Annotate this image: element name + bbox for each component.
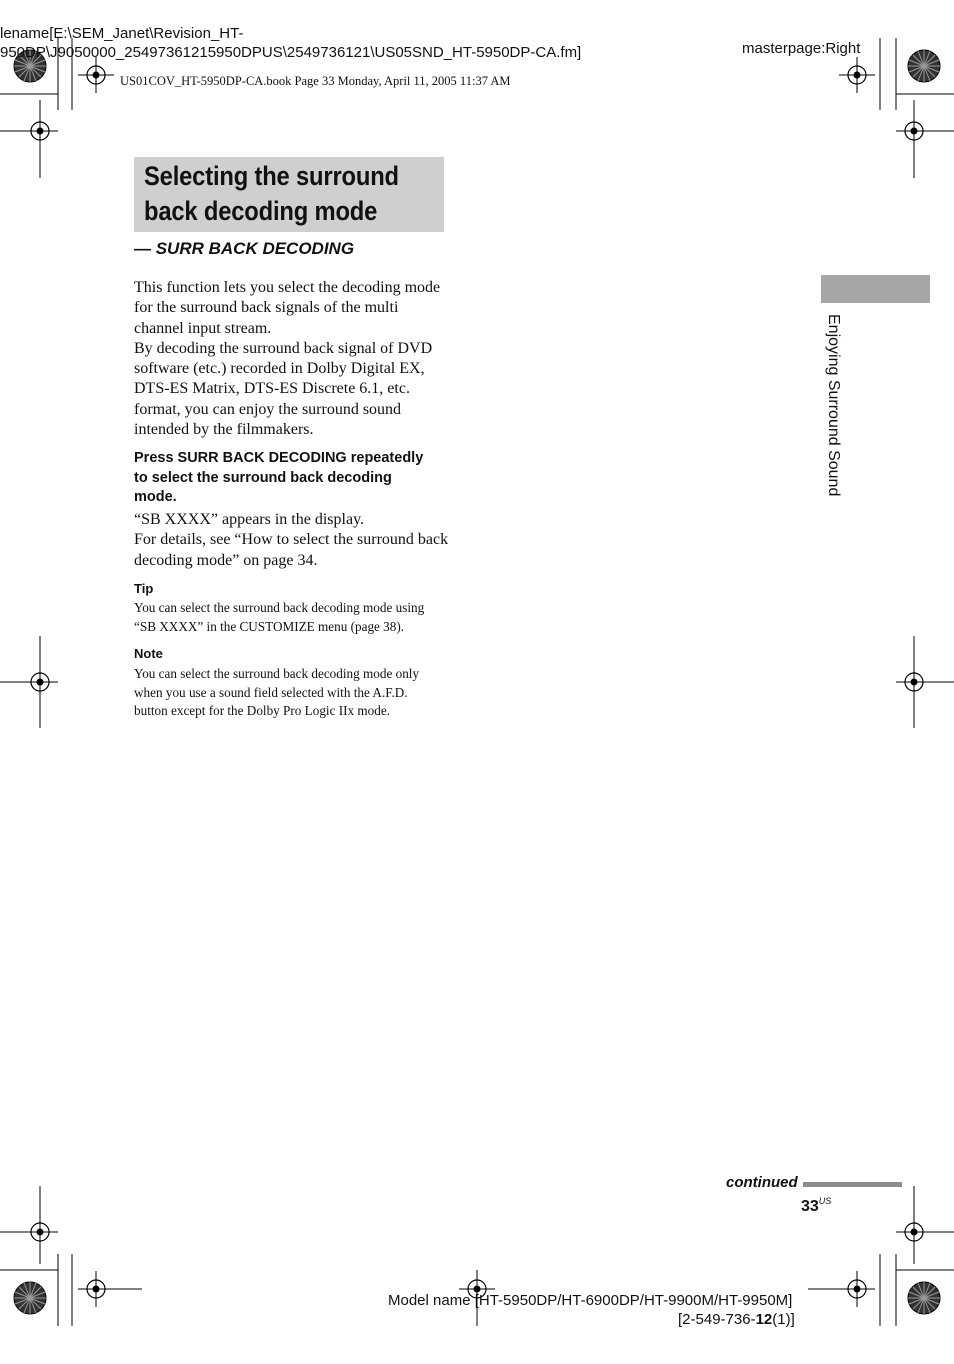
text-line: Press SURR BACK DECODING repeatedly	[134, 450, 424, 466]
text-line: DTS-ES Matrix, DTS-ES Discrete 6.1, etc.	[134, 380, 410, 398]
section-subtitle: — SURR BACK DECODING	[134, 239, 355, 258]
text-line: mode.	[134, 489, 177, 505]
text-line: This function lets you select the decoding mode	[134, 279, 441, 296]
text-line: intended by the filmmakers.	[134, 421, 314, 439]
model-name: Model name [HT-5950DP/HT-6900DP/HT-9900M/HT-9950M]	[388, 1292, 793, 1309]
part-number-prefix: [2-549-736-	[678, 1311, 756, 1328]
text-line: format, you can enjoy the surround sound	[134, 400, 402, 418]
text-line: to select the surround back decoding	[134, 469, 392, 486]
intro-paragraph	[134, 278, 449, 440]
step-instruction	[134, 449, 449, 508]
step-result	[134, 510, 449, 571]
text-line: “SB XXXX” in the CUSTOMIZE menu (page 38).	[134, 618, 405, 634]
section-title-line-1: Selecting the surround	[144, 161, 399, 191]
text-line: You can select the surround back decoding mode only	[134, 666, 420, 681]
text-line: channel input stream.	[134, 319, 272, 337]
text-line: “SB XXXX” appears in the display.	[134, 511, 365, 528]
section-title-line-2: back decoding mode	[144, 196, 378, 226]
tip-heading: Tip	[134, 581, 154, 596]
filename-line-1: lename[E:\SEM_Janet\Revision_HT-	[0, 25, 244, 42]
filename-line-2: 950DP\J9050000_25497361215950DPUS\2549736121\US05SND_HT-5950DP-CA.fm]	[0, 44, 582, 61]
section-title	[144, 159, 408, 229]
book-info: US01COV_HT-5950DP-CA.book Page 33 Monday, April 11, 2005 11:37 AM	[120, 74, 511, 88]
continued-bar	[803, 1182, 902, 1187]
note-heading: Note	[134, 646, 163, 661]
text-line: For details, see “How to select the surround back	[134, 531, 449, 549]
chapter-tab-label: Enjoying Surround Sound	[825, 314, 842, 497]
text-line: decoding mode” on page 34.	[134, 551, 318, 569]
text-line: By decoding the surround back signal of DVD	[134, 339, 433, 357]
source-filename	[0, 24, 610, 62]
text-line: for the surround back signals of the multi	[134, 299, 399, 317]
text-line: You can select the surround back decoding mode using	[134, 600, 425, 615]
page-number-suffix: US	[818, 1196, 832, 1206]
page-number-value: 33	[801, 1198, 819, 1215]
text-line: when you use a sound field selected with the A.F.D.	[134, 684, 408, 700]
chapter-tab-bar	[821, 275, 930, 303]
note-text	[134, 665, 449, 721]
continued-label: continued	[726, 1174, 798, 1191]
text-line: button except for the Dolby Pro Logic IIx mode.	[134, 703, 390, 718]
part-number-revision: 12	[755, 1311, 773, 1328]
text-line: software (etc.) recorded in Dolby Digital EX,	[134, 360, 425, 378]
masterpage-label: masterpage:Right	[742, 40, 861, 57]
page-number	[801, 1196, 831, 1216]
tip-text	[134, 599, 449, 636]
part-number-suffix: (1)]	[772, 1311, 795, 1328]
part-number	[678, 1311, 795, 1328]
